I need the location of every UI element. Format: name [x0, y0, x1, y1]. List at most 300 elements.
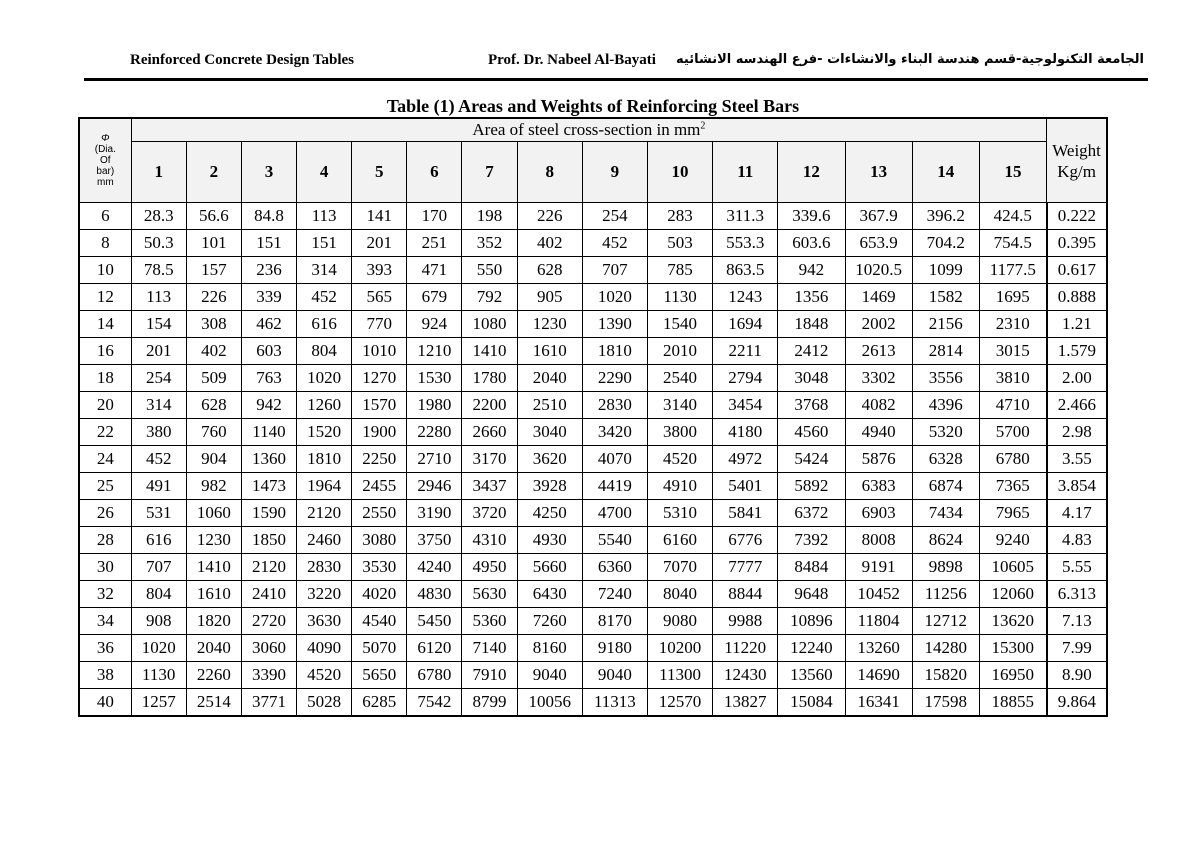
table-row	[79, 446, 1107, 473]
table-body	[79, 203, 1107, 717]
area-cell: 3220	[297, 581, 352, 608]
area-cell: 13560	[778, 662, 845, 689]
area-cell: 4090	[297, 635, 352, 662]
area-cell: 2200	[462, 392, 517, 419]
area-cell: 1080	[462, 311, 517, 338]
area-cell: 113	[131, 284, 186, 311]
area-cell: 308	[186, 311, 241, 338]
area-cell: 2720	[241, 608, 296, 635]
table-row	[79, 473, 1107, 500]
area-cell: 760	[186, 419, 241, 446]
area-cell: 10200	[647, 635, 712, 662]
area-cell: 4396	[912, 392, 979, 419]
area-cell: 905	[517, 284, 582, 311]
bar-count-header: 3	[241, 142, 296, 203]
area-cell: 6780	[407, 662, 462, 689]
bar-diameter-cell: 14	[79, 311, 131, 338]
weight-cell: 1.579	[1047, 338, 1107, 365]
area-cell: 5892	[778, 473, 845, 500]
bar-diameter-cell: 25	[79, 473, 131, 500]
area-cell: 7240	[582, 581, 647, 608]
area-cell: 704.2	[912, 230, 979, 257]
area-cell: 3140	[647, 392, 712, 419]
weight-cell: 3.854	[1047, 473, 1107, 500]
table-row	[79, 608, 1107, 635]
area-cell: 616	[131, 527, 186, 554]
area-cell: 4520	[647, 446, 712, 473]
area-cell: 311.3	[713, 203, 778, 230]
area-cell: 792	[462, 284, 517, 311]
area-cell: 7070	[647, 554, 712, 581]
area-cell: 7434	[912, 500, 979, 527]
area-cell: 50.3	[131, 230, 186, 257]
area-cell: 4419	[582, 473, 647, 500]
bar-count-header: 10	[647, 142, 712, 203]
bar-count-header: 7	[462, 142, 517, 203]
bar-diameter-cell: 22	[79, 419, 131, 446]
table-row	[79, 230, 1107, 257]
area-cell: 8844	[713, 581, 778, 608]
area-cell: 10452	[845, 581, 912, 608]
bar-count-header: 11	[713, 142, 778, 203]
area-cell: 1473	[241, 473, 296, 500]
bar-diameter-cell: 26	[79, 500, 131, 527]
area-cell: 908	[131, 608, 186, 635]
area-cell: 3768	[778, 392, 845, 419]
header-author: Prof. Dr. Nabeel Al-Bayati	[488, 52, 656, 68]
weight-cell: 3.55	[1047, 446, 1107, 473]
area-cell: 3630	[297, 608, 352, 635]
area-cell: 8484	[778, 554, 845, 581]
area-cell: 9040	[582, 662, 647, 689]
area-cell: 6430	[517, 581, 582, 608]
area-cell: 942	[778, 257, 845, 284]
area-cell: 12712	[912, 608, 979, 635]
area-cell: 396.2	[912, 203, 979, 230]
area-cell: 4180	[713, 419, 778, 446]
area-cell: 7140	[462, 635, 517, 662]
header-institution: الجامعة التكنولوجية-قسم هندسة البناء والانشاءات -فرع الهندسه الانشائيه	[676, 52, 1144, 67]
area-cell: 804	[297, 338, 352, 365]
area-cell: 15300	[979, 635, 1046, 662]
area-cell: 5841	[713, 500, 778, 527]
weight-cell: 2.98	[1047, 419, 1107, 446]
table-row	[79, 203, 1107, 230]
area-cell: 1694	[713, 311, 778, 338]
area-cell: 1020.5	[845, 257, 912, 284]
area-cell: 565	[352, 284, 407, 311]
area-cell: 7260	[517, 608, 582, 635]
bar-count-header: 8	[517, 142, 582, 203]
area-cell: 84.8	[241, 203, 296, 230]
weight-cell: 0.222	[1047, 203, 1107, 230]
area-cell: 3048	[778, 365, 845, 392]
area-cell: 3800	[647, 419, 712, 446]
phi-symbol: Φ	[101, 133, 110, 144]
table-title: Table (1) Areas and Weights of Reinforcing Steel Bars	[386, 96, 800, 116]
area-cell: 2211	[713, 338, 778, 365]
area-cell: 2460	[297, 527, 352, 554]
area-cell: 2550	[352, 500, 407, 527]
area-cell: 7392	[778, 527, 845, 554]
area-cell: 14690	[845, 662, 912, 689]
area-cell: 4710	[979, 392, 1046, 419]
area-cell: 314	[297, 257, 352, 284]
area-cell: 9180	[582, 635, 647, 662]
area-cell: 471	[407, 257, 462, 284]
weight-header	[1047, 118, 1107, 203]
area-cell: 1020	[297, 365, 352, 392]
area-cell: 113	[297, 203, 352, 230]
area-cell: 236	[241, 257, 296, 284]
area-cell: 7910	[462, 662, 517, 689]
area-cell: 3928	[517, 473, 582, 500]
area-cell: 9648	[778, 581, 845, 608]
area-cell: 1230	[186, 527, 241, 554]
bar-diameter-cell: 32	[79, 581, 131, 608]
area-cell: 603	[241, 338, 296, 365]
area-cell: 12570	[647, 689, 712, 717]
area-cell: 6360	[582, 554, 647, 581]
area-cell: 5028	[297, 689, 352, 717]
area-cell: 12060	[979, 581, 1046, 608]
bar-diameter-cell: 36	[79, 635, 131, 662]
area-cell: 4972	[713, 446, 778, 473]
area-cell: 2120	[297, 500, 352, 527]
area-cell: 8008	[845, 527, 912, 554]
area-cell: 2814	[912, 338, 979, 365]
area-cell: 8624	[912, 527, 979, 554]
weight-cell: 0.888	[1047, 284, 1107, 311]
area-cell: 1820	[186, 608, 241, 635]
area-cell: 5070	[352, 635, 407, 662]
area-cell: 1850	[241, 527, 296, 554]
area-cell: 1230	[517, 311, 582, 338]
area-cell: 3390	[241, 662, 296, 689]
area-cell: 2412	[778, 338, 845, 365]
area-cell: 679	[407, 284, 462, 311]
area-cell: 339	[241, 284, 296, 311]
area-cell: 1900	[352, 419, 407, 446]
area-cell: 1964	[297, 473, 352, 500]
area-cell: 13260	[845, 635, 912, 662]
table-row	[79, 338, 1107, 365]
area-cell: 553.3	[713, 230, 778, 257]
area-cell: 3771	[241, 689, 296, 717]
steel-bars-table	[78, 117, 1108, 717]
area-cell: 1410	[186, 554, 241, 581]
area-cell: 2156	[912, 311, 979, 338]
area-cell: 4540	[352, 608, 407, 635]
weight-cell: 6.313	[1047, 581, 1107, 608]
area-cell: 11220	[713, 635, 778, 662]
bar-diameter-cell: 28	[79, 527, 131, 554]
area-cell: 2310	[979, 311, 1046, 338]
area-cell: 6328	[912, 446, 979, 473]
area-cell: 603.6	[778, 230, 845, 257]
area-cell: 1177.5	[979, 257, 1046, 284]
area-cell: 1010	[352, 338, 407, 365]
phi-line: Of	[100, 155, 111, 166]
weight-cell: 5.55	[1047, 554, 1107, 581]
area-cell: 2002	[845, 311, 912, 338]
area-cell: 2250	[352, 446, 407, 473]
area-cell: 5360	[462, 608, 517, 635]
area-cell: 4560	[778, 419, 845, 446]
bar-diameter-cell: 38	[79, 662, 131, 689]
area-cell: 11804	[845, 608, 912, 635]
area-cell: 1695	[979, 284, 1046, 311]
bar-diameter-cell: 20	[79, 392, 131, 419]
area-heading-text: Area of steel cross-section in mm	[472, 120, 701, 139]
table-row	[79, 689, 1107, 717]
area-cell: 3720	[462, 500, 517, 527]
area-cell: 2120	[241, 554, 296, 581]
area-cell: 15084	[778, 689, 845, 717]
area-cell: 4950	[462, 554, 517, 581]
area-cell: 11313	[582, 689, 647, 717]
area-cell: 5876	[845, 446, 912, 473]
area-cell: 1570	[352, 392, 407, 419]
area-cell: 2455	[352, 473, 407, 500]
weight-cell: 7.13	[1047, 608, 1107, 635]
area-cell: 1469	[845, 284, 912, 311]
area-cell: 28.3	[131, 203, 186, 230]
weight-cell: 4.83	[1047, 527, 1107, 554]
area-cell: 1390	[582, 311, 647, 338]
area-cell: 11300	[647, 662, 712, 689]
area-cell: 2010	[647, 338, 712, 365]
bar-diameter-cell: 30	[79, 554, 131, 581]
area-cell: 6120	[407, 635, 462, 662]
area-cell: 402	[186, 338, 241, 365]
table-row	[79, 554, 1107, 581]
area-cell: 1020	[582, 284, 647, 311]
bar-count-header: 15	[979, 142, 1046, 203]
bar-diameter-cell: 6	[79, 203, 131, 230]
area-cell: 5450	[407, 608, 462, 635]
area-cell: 2510	[517, 392, 582, 419]
area-cell: 531	[131, 500, 186, 527]
area-cell: 2830	[297, 554, 352, 581]
area-cell: 2794	[713, 365, 778, 392]
table-row	[79, 581, 1107, 608]
area-cell: 452	[131, 446, 186, 473]
area-cell: 3750	[407, 527, 462, 554]
area-cell: 254	[131, 365, 186, 392]
area-cell: 254	[582, 203, 647, 230]
area-cell: 56.6	[186, 203, 241, 230]
area-cell: 924	[407, 311, 462, 338]
bar-diameter-cell: 12	[79, 284, 131, 311]
area-cell: 10056	[517, 689, 582, 717]
page-header	[84, 48, 1148, 81]
area-cell: 1210	[407, 338, 462, 365]
area-cell: 3420	[582, 419, 647, 446]
area-cell: 3556	[912, 365, 979, 392]
area-cell: 1020	[131, 635, 186, 662]
area-cell: 1610	[517, 338, 582, 365]
area-cell: 170	[407, 203, 462, 230]
area-cell: 1530	[407, 365, 462, 392]
area-cell: 4700	[582, 500, 647, 527]
area-cell: 1260	[297, 392, 352, 419]
area-cell: 226	[186, 284, 241, 311]
area-cell: 3530	[352, 554, 407, 581]
weight-cell: 0.395	[1047, 230, 1107, 257]
area-cell: 8040	[647, 581, 712, 608]
phi-line: mm	[96, 177, 114, 188]
bar-count-header: 13	[845, 142, 912, 203]
weight-header-line1: Weight	[1052, 140, 1101, 160]
area-cell: 17598	[912, 689, 979, 717]
area-cell: 3060	[241, 635, 296, 662]
area-cell: 3080	[352, 527, 407, 554]
diameter-header	[79, 118, 131, 203]
area-cell: 7965	[979, 500, 1046, 527]
area-cell: 2410	[241, 581, 296, 608]
table-row	[79, 527, 1107, 554]
area-cell: 251	[407, 230, 462, 257]
area-cell: 2290	[582, 365, 647, 392]
area-cell: 4310	[462, 527, 517, 554]
area-cell: 4930	[517, 527, 582, 554]
area-cell: 8799	[462, 689, 517, 717]
area-cell: 8160	[517, 635, 582, 662]
area-cell: 6903	[845, 500, 912, 527]
area-cell: 2710	[407, 446, 462, 473]
area-cell: 9040	[517, 662, 582, 689]
area-cell: 3170	[462, 446, 517, 473]
area-cell: 424.5	[979, 203, 1046, 230]
area-cell: 4070	[582, 446, 647, 473]
area-cell: 452	[297, 284, 352, 311]
weight-cell: 8.90	[1047, 662, 1107, 689]
weight-header-line2: Kg/m	[1057, 161, 1096, 181]
area-cell: 2540	[647, 365, 712, 392]
area-cell: 9080	[647, 608, 712, 635]
area-cell: 352	[462, 230, 517, 257]
area-cell: 2514	[186, 689, 241, 717]
area-cell: 550	[462, 257, 517, 284]
bar-count-header: 12	[778, 142, 845, 203]
area-cell: 1270	[352, 365, 407, 392]
area-cell: 2660	[462, 419, 517, 446]
area-cell: 462	[241, 311, 296, 338]
area-cell: 1810	[582, 338, 647, 365]
area-cell: 1520	[297, 419, 352, 446]
area-cell: 393	[352, 257, 407, 284]
area-cell: 3454	[713, 392, 778, 419]
area-cell: 1130	[647, 284, 712, 311]
table-row	[79, 365, 1107, 392]
area-cell: 4940	[845, 419, 912, 446]
area-cell: 201	[131, 338, 186, 365]
area-cell: 653.9	[845, 230, 912, 257]
area-cell: 1780	[462, 365, 517, 392]
area-cell: 1243	[713, 284, 778, 311]
weight-cell: 4.17	[1047, 500, 1107, 527]
area-cell: 1060	[186, 500, 241, 527]
area-cell: 1360	[241, 446, 296, 473]
area-cell: 1099	[912, 257, 979, 284]
area-cell: 3015	[979, 338, 1046, 365]
area-cell: 5540	[582, 527, 647, 554]
area-cell: 6160	[647, 527, 712, 554]
phi-line: bar)	[96, 166, 115, 177]
area-cell: 5650	[352, 662, 407, 689]
area-cell: 9191	[845, 554, 912, 581]
area-cell: 16341	[845, 689, 912, 717]
weight-cell: 2.00	[1047, 365, 1107, 392]
area-cell: 1130	[131, 662, 186, 689]
area-cell: 2280	[407, 419, 462, 446]
area-cell: 1610	[186, 581, 241, 608]
area-cell: 804	[131, 581, 186, 608]
bar-count-header: 9	[582, 142, 647, 203]
area-cell: 942	[241, 392, 296, 419]
area-cell: 1980	[407, 392, 462, 419]
area-cell: 10896	[778, 608, 845, 635]
area-cell: 6874	[912, 473, 979, 500]
area-cell: 1848	[778, 311, 845, 338]
weight-cell: 1.21	[1047, 311, 1107, 338]
area-cell: 157	[186, 257, 241, 284]
area-cell: 198	[462, 203, 517, 230]
area-cell: 12430	[713, 662, 778, 689]
bar-diameter-cell: 24	[79, 446, 131, 473]
area-cell: 2260	[186, 662, 241, 689]
area-cell: 15820	[912, 662, 979, 689]
area-cell: 763	[241, 365, 296, 392]
phi-line: (Dia.	[94, 144, 116, 155]
area-cell: 616	[297, 311, 352, 338]
area-cell: 9988	[713, 608, 778, 635]
area-cell: 785	[647, 257, 712, 284]
bar-count-header: 5	[352, 142, 407, 203]
area-cell: 402	[517, 230, 582, 257]
header-book-title: Reinforced Concrete Design Tables	[130, 52, 355, 68]
weight-cell: 2.466	[1047, 392, 1107, 419]
area-cell: 1257	[131, 689, 186, 717]
area-cell: 2830	[582, 392, 647, 419]
area-cell: 13620	[979, 608, 1046, 635]
area-cell: 628	[186, 392, 241, 419]
bar-count-header: 1	[131, 142, 186, 203]
area-cell: 1140	[241, 419, 296, 446]
area-cell: 101	[186, 230, 241, 257]
area-cell: 2040	[517, 365, 582, 392]
area-cell: 754.5	[979, 230, 1046, 257]
area-cell: 9240	[979, 527, 1046, 554]
area-cell: 1810	[297, 446, 352, 473]
area-cell: 10605	[979, 554, 1046, 581]
area-cell: 3302	[845, 365, 912, 392]
area-cell: 7542	[407, 689, 462, 717]
area-cell: 4910	[647, 473, 712, 500]
area-cell: 283	[647, 203, 712, 230]
table-row	[79, 392, 1107, 419]
table-row	[79, 284, 1107, 311]
area-cell: 2946	[407, 473, 462, 500]
bar-count-header: 14	[912, 142, 979, 203]
table-row	[79, 257, 1107, 284]
area-cell: 78.5	[131, 257, 186, 284]
bar-count-header: 2	[186, 142, 241, 203]
area-cell: 18855	[979, 689, 1046, 717]
area-cell: 367.9	[845, 203, 912, 230]
area-cell: 16950	[979, 662, 1046, 689]
